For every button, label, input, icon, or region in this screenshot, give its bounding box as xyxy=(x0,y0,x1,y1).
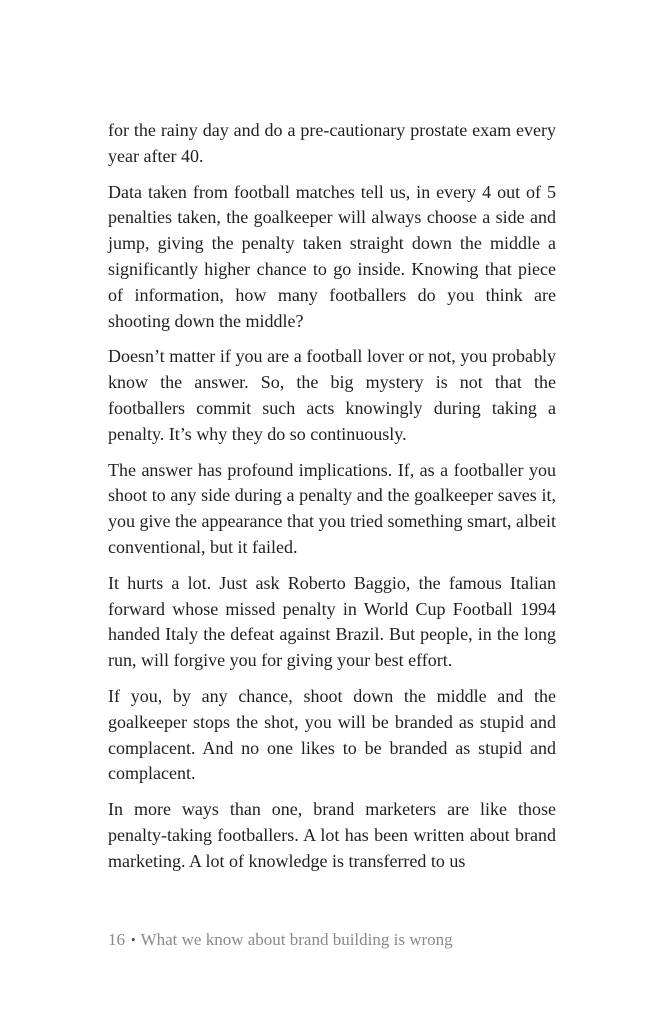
running-title: What we know about brand building is wrong xyxy=(140,930,453,949)
page-number: 16 xyxy=(108,930,125,949)
paragraph: In more ways than one, brand marketers are like those penalty-taking footballers. A lot has been written about brand marketing. A lot of knowledge is transferred to us xyxy=(108,799,556,871)
page-body xyxy=(108,118,556,885)
paragraph: Data taken from football matches tell us, in every 4 out of 5 penalties taken, the goalkeeper will always choose a side and jump, giving the penalty taken straight down the middle a significantly higher chance to go inside. Knowing that piece of information, how many footballers do you think are shooting down the middle? xyxy=(108,181,556,331)
page-footer xyxy=(108,930,453,950)
paragraph: Doesn’t matter if you are a football lover or not, you probably know the answer. So, the big mystery is not that the footballers commit such acts knowingly during taking a penalty. It’s why they do so continuously. xyxy=(108,346,556,444)
paragraph: If you, by any chance, shoot down the middle and the goalkeeper stops the shot, you will be branded as stupid and complacent. And no one likes to be branded as stupid and complacent. xyxy=(108,685,556,784)
bullet-separator: • xyxy=(131,932,136,947)
paragraph: It hurts a lot. Just ask Roberto Baggio, the famous Italian forward whose missed penalty in World Cup Football 1994 handed Italy the defeat against Brazil. But people, in the long run, will forgive you for giving your best effort. xyxy=(108,572,556,671)
paragraph: The answer has profound implications. If, as a footballer you shoot to any side during a penalty and the goalkeeper saves it, you give the appearance that you tried something smart, albeit conventional, but it failed. xyxy=(108,459,556,557)
paragraph: for the rainy day and do a pre-cautionary prostate exam every year after 40. xyxy=(108,120,556,166)
